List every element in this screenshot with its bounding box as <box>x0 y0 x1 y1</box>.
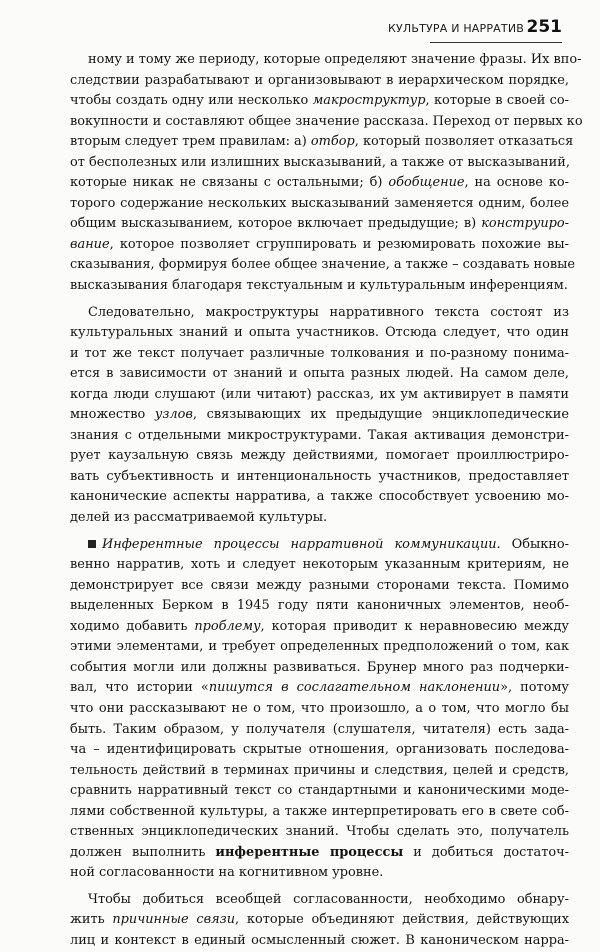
text-line <box>70 153 569 174</box>
text-run: этими элементами, и требует определенных предположений о том, как <box>70 639 569 655</box>
text-run: », потому <box>500 680 569 696</box>
text-run: знания с отдельными микроструктурами. Такая активация демонстри- <box>70 427 569 443</box>
italic-term: проблему <box>194 618 261 634</box>
italic-term: отбор <box>310 134 355 150</box>
text-run: быть. Таким образом, у получателя (слушателя, читателя) есть зада- <box>70 721 569 737</box>
italic-term: причинные связи <box>112 912 236 928</box>
text-run: , связывающих их предыдущие энциклопедические <box>192 407 569 423</box>
text-line <box>70 740 569 761</box>
text-line <box>70 323 569 344</box>
text-run: вал, что истории « <box>70 680 209 696</box>
text-run: , который позволяет отказаться <box>354 134 574 150</box>
text-run: должен выполнить <box>70 844 216 860</box>
text-run: жить <box>70 912 113 928</box>
italic-term: узлов <box>154 407 193 423</box>
text-run: Обыкно- <box>500 536 570 552</box>
text-run: ется в зависимости от знаний и опыта разных людей. На самом деле, <box>70 366 569 382</box>
text-line <box>70 678 569 699</box>
text-line <box>70 487 569 508</box>
text-run: рует каузальную связь между действиями, помогает проиллюстриро- <box>70 448 569 464</box>
text-run: события могли или должны развиваться. Брунер много раз подчерки- <box>70 659 569 675</box>
paragraph <box>70 303 569 529</box>
text-run: , на основе ко- <box>464 175 569 191</box>
text-run: ственных энциклопедических знаний. Чтобы сделать это, получатель <box>70 824 569 840</box>
text-run: когда люди слушают (или читают) рассказ, их ум активирует в памяти <box>70 386 569 402</box>
text-line <box>70 303 569 324</box>
text-line <box>70 822 569 843</box>
text-line <box>70 802 569 823</box>
text-run: ному и тому же периоду, которые определяют значение фразы. Их впо- <box>88 52 582 67</box>
text-line <box>70 596 569 617</box>
text-line <box>70 132 574 153</box>
text-run: венно нарратив, хоть и следует некоторым указанным критериям, не <box>70 557 569 573</box>
text-line <box>70 235 569 256</box>
text-line <box>70 535 569 556</box>
text-run: высказывания благодаря текстуальным и культуральным инференциям. <box>70 278 568 294</box>
text-run: вать субъективность и интенциональность участников, предоставляет <box>70 468 569 484</box>
text-line <box>70 658 569 679</box>
text-line <box>70 617 569 638</box>
text-run: сказывания, формируя более общее значение, а также – создавать новые <box>70 257 575 273</box>
text-run: лиц и контекст в единый осмысленный сюжет. В каноническом нарра- <box>70 932 569 948</box>
text-run: и добиться достаточ- <box>403 844 569 860</box>
text-line <box>70 446 569 467</box>
paragraph <box>70 890 569 952</box>
text-run: которые никак не связаны с остальными; б) <box>70 175 389 191</box>
text-line <box>70 699 569 720</box>
text-run: лями собственной культуры, а также интерпретировать его в свете соб- <box>70 803 569 819</box>
italic-term: Инферентные процессы нарративной коммуникации. <box>102 536 501 552</box>
text-run: Следовательно, макроструктуры нарративного текста состоят из <box>88 304 569 320</box>
text-run: тельность действий в терминах причины и следствия, целей и средств, <box>70 762 569 778</box>
text-run: , которые в своей со- <box>425 93 570 109</box>
text-line <box>70 426 569 447</box>
text-run: ходимо добавить <box>70 618 195 634</box>
italic-term: обобщение <box>388 175 465 191</box>
text-run: вокупности и составляют общее значение рассказа. Переход от первых ко <box>70 113 583 129</box>
text-line <box>70 720 569 741</box>
text-line <box>70 344 569 365</box>
text-line <box>70 910 569 931</box>
text-line <box>70 91 569 112</box>
header-rule <box>430 42 562 43</box>
text-line <box>70 255 575 276</box>
text-line <box>70 214 569 235</box>
text-run: , которые объединяют действия, действующих <box>235 912 569 928</box>
text-line <box>70 890 569 911</box>
italic-term: вание <box>70 236 110 252</box>
text-run: множество <box>70 407 155 423</box>
text-line <box>70 364 569 385</box>
text-line <box>70 931 569 952</box>
text-run: что они рассказывают не о том, что произошло, а о том, что могло бы <box>70 700 569 716</box>
text-line <box>70 405 569 426</box>
running-header-title: КУЛЬТУРА И НАРРАТИВ <box>387 22 524 35</box>
paragraph <box>70 50 583 297</box>
bullet-square-icon <box>88 540 96 548</box>
text-run: вторым следует трем правилам: а) <box>70 134 311 150</box>
text-line <box>70 467 569 488</box>
text-run: , которое позволяет сгруппировать и резюмировать похожие вы- <box>109 236 569 252</box>
text-line <box>70 761 569 782</box>
text-line <box>70 112 583 133</box>
text-run: ча – идентифицировать скрытые отношения, организовать последова- <box>70 742 569 758</box>
text-run: и тот же текст получает различные толкования и по-разному понима- <box>70 345 569 361</box>
text-run: торого содержание нескольких высказываний заменяется одним, более <box>70 195 569 211</box>
text-line <box>70 637 569 658</box>
body-text <box>70 50 583 952</box>
text-line <box>70 276 569 297</box>
text-line <box>70 576 569 597</box>
text-line <box>70 173 569 194</box>
text-run: Чтобы добиться всеобщей согласованности, необходимо обнару- <box>88 891 569 907</box>
text-run: , которая приводит к неравновесию между <box>260 618 569 634</box>
text-run: от бесполезных или излишних высказываний, а также от высказываний, <box>70 154 570 170</box>
text-run: ной согласованности на когнитивном уровне. <box>70 865 384 881</box>
text-run: культуральных знаний и опыта участников. Отсюда следует, что один <box>70 325 569 341</box>
page-number: 251 <box>526 17 562 37</box>
text-run: демонстрирует все связи между разными сторонами текста. Помимо <box>70 577 569 593</box>
text-run: делей из рассматриваемой культуры. <box>70 510 328 526</box>
bold-term: инферентные процессы <box>215 844 404 860</box>
text-line <box>70 194 569 215</box>
text-line <box>70 385 569 406</box>
text-run: сравнить нарративный текст со стандартными и каноническими моде- <box>70 783 569 799</box>
text-line <box>70 71 569 92</box>
text-line <box>70 843 569 864</box>
italic-term: конструиро- <box>481 216 569 232</box>
paragraph <box>70 535 569 884</box>
text-line <box>70 508 569 529</box>
text-line <box>70 50 582 71</box>
text-run: выделенных Берком в 1945 году пяти каноничных элементов, необ- <box>70 598 569 614</box>
running-header <box>0 12 600 42</box>
text-run: общим высказыванием, которое включает предыдущие; в) <box>70 216 482 232</box>
text-run: следствии разрабатывают и организовывают в иерархическом порядке, <box>70 72 569 88</box>
italic-term: пишутся в сослагательном наклонении <box>208 680 501 696</box>
text-line <box>70 863 569 884</box>
text-run: канонические аспекты нарратива, а также способствует усвоению мо- <box>70 489 569 505</box>
italic-term: макроструктур <box>312 93 426 109</box>
text-line <box>70 781 569 802</box>
text-line <box>70 555 569 576</box>
text-run: чтобы создать одну или несколько <box>70 93 313 109</box>
